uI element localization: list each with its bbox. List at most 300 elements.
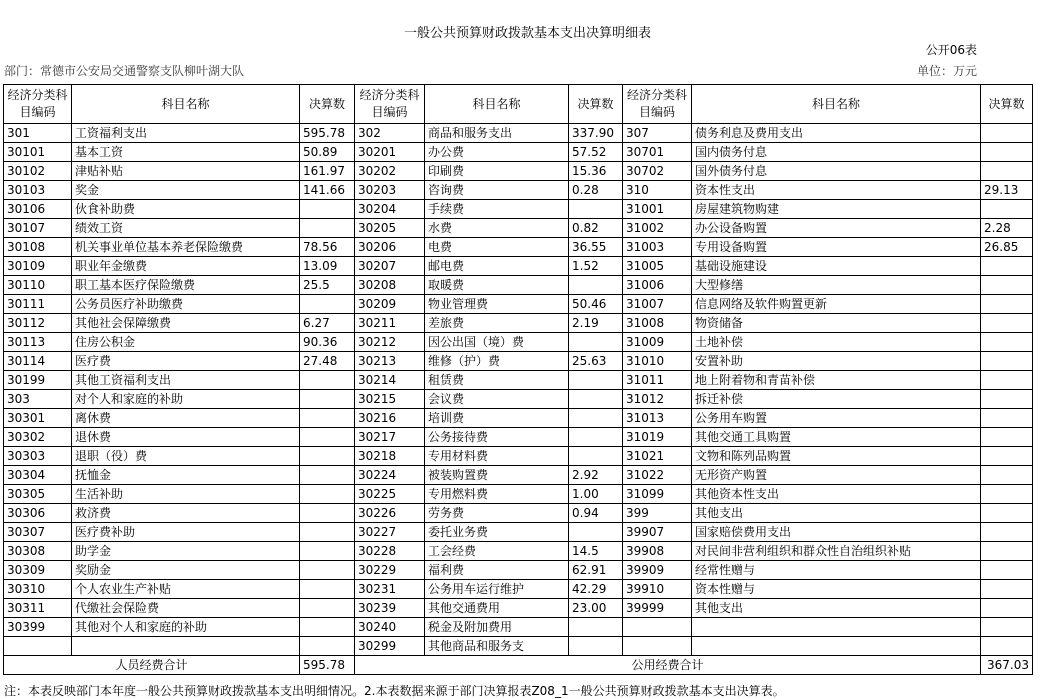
cell-name: 被装购置费 — [425, 466, 569, 485]
cell-name: 退职（役）费 — [72, 447, 300, 466]
cell-code: 30110 — [4, 276, 72, 295]
table-row — [4, 466, 1033, 485]
cell-name — [692, 637, 981, 656]
cell-code: 30217 — [355, 428, 425, 447]
cell-code: 31008 — [623, 314, 692, 333]
cell-amount — [569, 618, 623, 637]
cell-amount — [981, 314, 1033, 333]
cell-name: 住房公积金 — [72, 333, 300, 352]
cell-code: 30112 — [4, 314, 72, 333]
cell-code: 30212 — [355, 333, 425, 352]
cell-amount — [300, 637, 355, 656]
cell-amount — [981, 371, 1033, 390]
cell-code: 30309 — [4, 561, 72, 580]
cell-code: 30213 — [355, 352, 425, 371]
cell-name: 差旅费 — [425, 314, 569, 333]
cell-name: 租赁费 — [425, 371, 569, 390]
cell-name: 债务利息及费用支出 — [692, 124, 981, 143]
cell-code: 30302 — [4, 428, 72, 447]
cell-name: 大型修缮 — [692, 276, 981, 295]
cell-amount: 161.97 — [300, 162, 355, 181]
cell-amount — [300, 409, 355, 428]
table-row — [4, 143, 1033, 162]
cell-name: 取暖费 — [425, 276, 569, 295]
cell-code: 39909 — [623, 561, 692, 580]
cell-code: 31001 — [623, 200, 692, 219]
cell-amount — [300, 580, 355, 599]
cell-amount: 25.63 — [569, 352, 623, 371]
cell-amount: 42.29 — [569, 580, 623, 599]
header-code-3: 经济分类科目编码 — [623, 85, 692, 124]
cell-name: 其他交通工具购置 — [692, 428, 981, 447]
cell-amount: 2.92 — [569, 466, 623, 485]
cell-code: 30306 — [4, 504, 72, 523]
table-row — [4, 219, 1033, 238]
cell-name: 地上附着物和青苗补偿 — [692, 371, 981, 390]
cell-name: 福利费 — [425, 561, 569, 580]
cell-code: 31099 — [623, 485, 692, 504]
cell-name: 退休费 — [72, 428, 300, 447]
cell-name: 资本性支出 — [692, 181, 981, 200]
header-name-3: 科目名称 — [692, 85, 981, 124]
cell-amount — [300, 485, 355, 504]
cell-code: 31006 — [623, 276, 692, 295]
cell-code: 30304 — [4, 466, 72, 485]
cell-amount — [981, 333, 1033, 352]
cell-code: 31009 — [623, 333, 692, 352]
cell-amount: 50.89 — [300, 143, 355, 162]
cell-code: 303 — [4, 390, 72, 409]
cell-code: 30209 — [355, 295, 425, 314]
cell-code: 30199 — [4, 371, 72, 390]
table-row — [4, 181, 1033, 200]
cell-name: 对个人和家庭的补助 — [72, 390, 300, 409]
table-row — [4, 504, 1033, 523]
table-row — [4, 561, 1033, 580]
table-code: 公开06表 — [925, 43, 977, 57]
cell-code — [623, 637, 692, 656]
cell-name — [72, 637, 300, 656]
cell-code: 30205 — [355, 219, 425, 238]
cell-amount: 6.27 — [300, 314, 355, 333]
table-row — [4, 485, 1033, 504]
cell-code: 30208 — [355, 276, 425, 295]
header-code-2: 经济分类科目编码 — [355, 85, 425, 124]
cell-code: 30109 — [4, 257, 72, 276]
totals-row — [4, 656, 1033, 675]
cell-amount — [300, 618, 355, 637]
table-row — [4, 637, 1033, 656]
cell-code: 30216 — [355, 409, 425, 428]
cell-code: 302 — [355, 124, 425, 143]
cell-code: 30301 — [4, 409, 72, 428]
cell-amount: 1.00 — [569, 485, 623, 504]
cell-amount: 57.52 — [569, 143, 623, 162]
cell-amount: 2.19 — [569, 314, 623, 333]
cell-amount — [300, 447, 355, 466]
cell-code: 30204 — [355, 200, 425, 219]
cell-name: 办公设备购置 — [692, 219, 981, 238]
cell-amount: 13.09 — [300, 257, 355, 276]
cell-name: 其他工资福利支出 — [72, 371, 300, 390]
cell-code: 30702 — [623, 162, 692, 181]
cell-amount — [981, 352, 1033, 371]
cell-name: 生活补助 — [72, 485, 300, 504]
cell-name: 其他商品和服务支 — [425, 637, 569, 656]
header-row — [4, 85, 1033, 124]
cell-code: 30225 — [355, 485, 425, 504]
header-amount-3: 决算数 — [981, 85, 1033, 124]
table-row — [4, 447, 1033, 466]
cell-name: 安置补助 — [692, 352, 981, 371]
cell-amount — [981, 276, 1033, 295]
cell-name: 公务接待费 — [425, 428, 569, 447]
cell-amount: 0.28 — [569, 181, 623, 200]
cell-amount — [300, 200, 355, 219]
cell-name: 离休费 — [72, 409, 300, 428]
cell-name — [692, 618, 981, 637]
cell-amount — [981, 143, 1033, 162]
cell-code: 301 — [4, 124, 72, 143]
cell-name: 专用燃料费 — [425, 485, 569, 504]
table-row — [4, 124, 1033, 143]
cell-code: 30228 — [355, 542, 425, 561]
cell-amount — [300, 371, 355, 390]
cell-name: 其他交通费用 — [425, 599, 569, 618]
cell-amount — [981, 295, 1033, 314]
cell-amount — [569, 333, 623, 352]
cell-amount — [981, 162, 1033, 181]
cell-code: 39908 — [623, 542, 692, 561]
cell-code: 30114 — [4, 352, 72, 371]
cell-amount — [569, 371, 623, 390]
cell-amount: 141.66 — [300, 181, 355, 200]
cell-amount: 23.00 — [569, 599, 623, 618]
cell-code: 31003 — [623, 238, 692, 257]
cell-amount — [981, 504, 1033, 523]
cell-amount — [300, 523, 355, 542]
table-row — [4, 390, 1033, 409]
public-total-label: 公用经费合计 — [355, 656, 981, 675]
table-row — [4, 542, 1033, 561]
table-row — [4, 162, 1033, 181]
cell-code — [623, 618, 692, 637]
table-row — [4, 352, 1033, 371]
cell-code: 31011 — [623, 371, 692, 390]
cell-code: 399 — [623, 504, 692, 523]
cell-name: 代缴社会保险费 — [72, 599, 300, 618]
cell-code: 30111 — [4, 295, 72, 314]
cell-code: 31010 — [623, 352, 692, 371]
header-amount-1: 决算数 — [300, 85, 355, 124]
cell-name: 国内债务付息 — [692, 143, 981, 162]
header-name-2: 科目名称 — [425, 85, 569, 124]
cell-name: 物资储备 — [692, 314, 981, 333]
cell-amount: 90.36 — [300, 333, 355, 352]
cell-amount — [569, 276, 623, 295]
report-title: 一般公共预算财政拨款基本支出决算明细表 — [403, 26, 651, 41]
cell-amount — [981, 466, 1033, 485]
cell-name: 培训费 — [425, 409, 569, 428]
cell-code: 30305 — [4, 485, 72, 504]
cell-amount — [981, 124, 1033, 143]
table-row — [4, 314, 1033, 333]
cell-name: 公务用车运行维护 — [425, 580, 569, 599]
cell-amount — [981, 257, 1033, 276]
cell-amount — [569, 428, 623, 447]
cell-code: 30308 — [4, 542, 72, 561]
cell-name: 伙食补助费 — [72, 200, 300, 219]
cell-code: 310 — [623, 181, 692, 200]
cell-name: 劳务费 — [425, 504, 569, 523]
cell-amount — [981, 428, 1033, 447]
cell-name: 对民间非营利组织和群众性自治组织补贴 — [692, 542, 981, 561]
cell-name: 电费 — [425, 238, 569, 257]
cell-name: 公务员医疗补助缴费 — [72, 295, 300, 314]
cell-code: 30206 — [355, 238, 425, 257]
cell-code: 39910 — [623, 580, 692, 599]
cell-code: 30239 — [355, 599, 425, 618]
cell-amount — [981, 390, 1033, 409]
cell-code: 30214 — [355, 371, 425, 390]
cell-amount: 29.13 — [981, 181, 1033, 200]
cell-name: 经常性赠与 — [692, 561, 981, 580]
table-row — [4, 428, 1033, 447]
cell-name: 会议费 — [425, 390, 569, 409]
cell-code: 30218 — [355, 447, 425, 466]
cell-name: 其他资本性支出 — [692, 485, 981, 504]
cell-name: 物业管理费 — [425, 295, 569, 314]
cell-code: 30207 — [355, 257, 425, 276]
cell-name: 咨询费 — [425, 181, 569, 200]
cell-amount: 15.36 — [569, 162, 623, 181]
cell-code: 31005 — [623, 257, 692, 276]
table-row — [4, 599, 1033, 618]
cell-name: 国家赔偿费用支出 — [692, 523, 981, 542]
personnel-total-label: 人员经费合计 — [4, 656, 300, 675]
cell-code: 30203 — [355, 181, 425, 200]
cell-name: 个人农业生产补贴 — [72, 580, 300, 599]
cell-code: 39907 — [623, 523, 692, 542]
cell-amount — [300, 219, 355, 238]
cell-code: 30226 — [355, 504, 425, 523]
cell-code: 30227 — [355, 523, 425, 542]
cell-code: 30240 — [355, 618, 425, 637]
cell-amount: 62.91 — [569, 561, 623, 580]
cell-name: 职业年金缴费 — [72, 257, 300, 276]
cell-name: 其他社会保障缴费 — [72, 314, 300, 333]
cell-code: 30307 — [4, 523, 72, 542]
cell-amount: 26.85 — [981, 238, 1033, 257]
public-total-amount: 367.03 — [981, 656, 1033, 675]
cell-code: 30108 — [4, 238, 72, 257]
cell-amount: 78.56 — [300, 238, 355, 257]
table-row — [4, 276, 1033, 295]
cell-amount — [981, 599, 1033, 618]
cell-amount — [300, 428, 355, 447]
cell-amount: 25.5 — [300, 276, 355, 295]
cell-name: 文物和陈列品购置 — [692, 447, 981, 466]
cell-code: 30202 — [355, 162, 425, 181]
cell-amount — [300, 542, 355, 561]
cell-name: 印刷费 — [425, 162, 569, 181]
cell-code — [4, 637, 72, 656]
cell-amount: 27.48 — [300, 352, 355, 371]
department-label: 部门：常德市公安局交通警察支队柳叶湖大队 — [4, 64, 245, 78]
cell-amount: 50.46 — [569, 295, 623, 314]
cell-name: 奖励金 — [72, 561, 300, 580]
table-row — [4, 257, 1033, 276]
table-row — [4, 200, 1033, 219]
cell-name: 其他支出 — [692, 599, 981, 618]
cell-name: 奖金 — [72, 181, 300, 200]
cell-name: 办公费 — [425, 143, 569, 162]
cell-code: 30701 — [623, 143, 692, 162]
cell-code: 31021 — [623, 447, 692, 466]
cell-code: 30229 — [355, 561, 425, 580]
cell-amount — [981, 618, 1033, 637]
cell-amount — [300, 466, 355, 485]
cell-code: 30311 — [4, 599, 72, 618]
cell-name: 抚恤金 — [72, 466, 300, 485]
cell-amount: 36.55 — [569, 238, 623, 257]
table-row — [4, 371, 1033, 390]
cell-name: 职工基本医疗保险缴费 — [72, 276, 300, 295]
header-code-1: 经济分类科目编码 — [4, 85, 72, 124]
cell-amount — [300, 561, 355, 580]
cell-name: 因公出国（境）费 — [425, 333, 569, 352]
table-row — [4, 618, 1033, 637]
cell-code: 307 — [623, 124, 692, 143]
cell-amount: 14.5 — [569, 542, 623, 561]
cell-amount: 595.78 — [300, 124, 355, 143]
cell-code: 30215 — [355, 390, 425, 409]
cell-amount — [981, 561, 1033, 580]
cell-name: 基本工资 — [72, 143, 300, 162]
table-row — [4, 333, 1033, 352]
cell-name: 公务用车购置 — [692, 409, 981, 428]
header-name-1: 科目名称 — [72, 85, 300, 124]
cell-name: 拆迁补偿 — [692, 390, 981, 409]
cell-name: 房屋建筑物购建 — [692, 200, 981, 219]
cell-name: 税金及附加费用 — [425, 618, 569, 637]
cell-name: 商品和服务支出 — [425, 124, 569, 143]
cell-amount — [569, 390, 623, 409]
cell-name: 津贴补贴 — [72, 162, 300, 181]
table-row — [4, 523, 1033, 542]
cell-amount — [569, 637, 623, 656]
header-amount-2: 决算数 — [569, 85, 623, 124]
cell-amount — [300, 599, 355, 618]
cell-amount — [569, 200, 623, 219]
cell-name: 资本性赠与 — [692, 580, 981, 599]
cell-name: 其他对个人和家庭的补助 — [72, 618, 300, 637]
cell-amount: 0.82 — [569, 219, 623, 238]
cell-code: 30201 — [355, 143, 425, 162]
cell-name: 救济费 — [72, 504, 300, 523]
table-body — [4, 124, 1033, 656]
cell-name: 土地补偿 — [692, 333, 981, 352]
cell-amount — [569, 409, 623, 428]
cell-name: 工会经费 — [425, 542, 569, 561]
cell-code: 31007 — [623, 295, 692, 314]
cell-name: 邮电费 — [425, 257, 569, 276]
cell-code: 31019 — [623, 428, 692, 447]
cell-code: 30211 — [355, 314, 425, 333]
cell-name: 手续费 — [425, 200, 569, 219]
cell-code: 30106 — [4, 200, 72, 219]
cell-code: 30399 — [4, 618, 72, 637]
cell-amount — [569, 447, 623, 466]
cell-amount — [981, 485, 1033, 504]
cell-code: 30310 — [4, 580, 72, 599]
table-row — [4, 580, 1033, 599]
cell-name: 信息网络及软件购置更新 — [692, 295, 981, 314]
cell-code: 30303 — [4, 447, 72, 466]
cell-amount — [981, 580, 1033, 599]
expenditure-table — [3, 84, 1033, 675]
cell-name: 专用设备购置 — [692, 238, 981, 257]
cell-name: 委托业务费 — [425, 523, 569, 542]
cell-name: 无形资产购置 — [692, 466, 981, 485]
table-row — [4, 295, 1033, 314]
cell-code: 31022 — [623, 466, 692, 485]
table-row — [4, 238, 1033, 257]
cell-amount — [300, 504, 355, 523]
cell-code: 30102 — [4, 162, 72, 181]
cell-code: 30299 — [355, 637, 425, 656]
cell-code: 31013 — [623, 409, 692, 428]
cell-amount: 0.94 — [569, 504, 623, 523]
cell-code: 31002 — [623, 219, 692, 238]
cell-amount: 337.90 — [569, 124, 623, 143]
cell-name: 基础设施建设 — [692, 257, 981, 276]
cell-amount: 2.28 — [981, 219, 1033, 238]
cell-code: 30231 — [355, 580, 425, 599]
cell-name: 助学金 — [72, 542, 300, 561]
personnel-total-amount: 595.78 — [300, 656, 355, 675]
cell-code: 31012 — [623, 390, 692, 409]
cell-code: 30224 — [355, 466, 425, 485]
footnote: 注：本表反映部门本年度一般公共预算财政拨款基本支出明细情况。2.本表数据来源于部门决算报表Z08_1一般公共预算财政拨款基本支出决算表。 — [4, 684, 785, 698]
cell-name: 水费 — [425, 219, 569, 238]
cell-amount — [981, 200, 1033, 219]
cell-code: 30107 — [4, 219, 72, 238]
cell-name: 医疗费补助 — [72, 523, 300, 542]
cell-amount — [981, 542, 1033, 561]
cell-name: 工资福利支出 — [72, 124, 300, 143]
cell-amount — [981, 409, 1033, 428]
table-row — [4, 409, 1033, 428]
cell-amount — [300, 295, 355, 314]
unit-label: 单位：万元 — [916, 64, 977, 78]
cell-amount — [981, 637, 1033, 656]
cell-name: 绩效工资 — [72, 219, 300, 238]
cell-name: 维修（护）费 — [425, 352, 569, 371]
cell-name: 其他支出 — [692, 504, 981, 523]
cell-code: 39999 — [623, 599, 692, 618]
cell-name: 国外债务付息 — [692, 162, 981, 181]
cell-code: 30103 — [4, 181, 72, 200]
cell-amount — [981, 447, 1033, 466]
cell-amount — [300, 390, 355, 409]
cell-code: 30113 — [4, 333, 72, 352]
cell-amount — [569, 523, 623, 542]
cell-amount: 1.52 — [569, 257, 623, 276]
cell-name: 专用材料费 — [425, 447, 569, 466]
cell-name: 医疗费 — [72, 352, 300, 371]
cell-name: 机关事业单位基本养老保险缴费 — [72, 238, 300, 257]
